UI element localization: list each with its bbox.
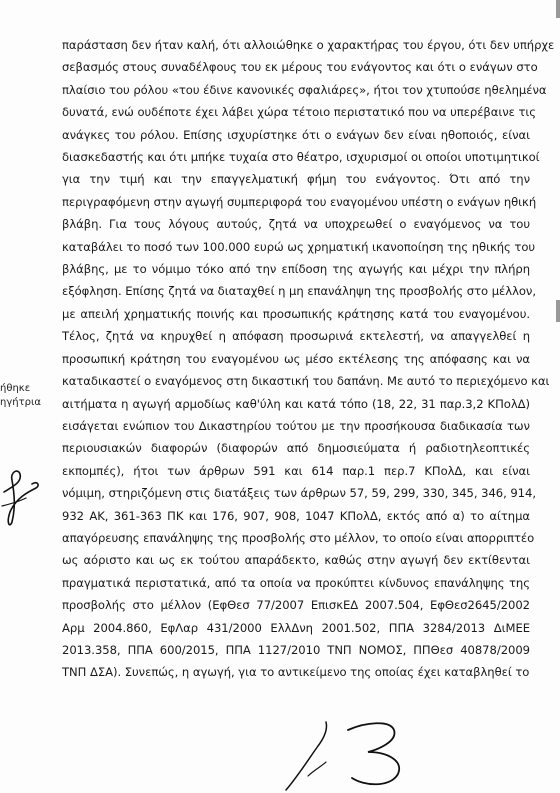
- body-line: Αρμ 2004.860, ΕφΛαρ 431/2000 ΕλλΔνη 2001.502, ΠΠΑ 3284/2013 ΔιΜΕΕ: [62, 620, 530, 635]
- body-line: ανάγκες του ρόλου. Επίσης ισχυρίστηκε ότι ο ενάγων δεν είναι ηθοποιός, είναι: [62, 127, 530, 142]
- scan-edge-mark: [556, 300, 560, 322]
- bottom-signature-mark: [278, 716, 428, 793]
- body-line: καταβάλει το ποσό των 100.000 ευρώ ως χρηματική ικανοποίηση της ηθικής του: [62, 239, 536, 254]
- body-line: πλαίσιο του ρόλου «του έδινε κανονικές σφαλιάρες», ήτοι τον χτυπούσε ηθελημένα: [62, 82, 547, 97]
- body-line: εισάγεται ενώπιον του Δικαστηρίου τούτου με την προσήκουσα διαδικασία των: [62, 418, 530, 433]
- body-line: περιγραφόμενη στην αγωγή συμπεριφορά του εναγομένου υπέστη ο ενάγων ηθική: [62, 194, 537, 209]
- body-line: ως αόριστο και ως εκ τούτου απαράδεκτο, καθώς στην αγωγή δεν εκτίθενται: [62, 553, 530, 568]
- body-line: σεβασμός στους συναδέλφους του εκ μέρους του ενάγοντος και ότι ο ενάγων στο: [62, 60, 538, 75]
- body-line: πραγματικά περιστατικά, από τα οποία να προκύπτει κίνδυνος επανάληψης της: [62, 575, 530, 590]
- body-line: εκπομπές), ήτοι των άρθρων 591 και 614 παρ.1 περ.7 ΚΠολΔ, και είναι: [62, 463, 530, 478]
- margin-note: ηγήτρια: [0, 397, 41, 408]
- document-body: [62, 34, 555, 684]
- body-line: καταδικαστεί ο εναγόμενος στη δικαστική του δαπάνη. Με αυτό το περιεχόμενο και: [62, 374, 550, 389]
- body-line: περιουσιακών διαφορών (διαφορών από δημοσιεύματα ή ραδιοτηλεοπτικές: [62, 441, 530, 456]
- body-line: 932 ΑΚ, 361-363 ΠΚ και 176, 907, 908, 1047 ΚΠολΔ, εκτός από α) το αίτημα: [62, 508, 530, 523]
- body-line: βλάβης, με το νόμιμο τόκο από την επίδοση της αγωγής και μέχρι την πλήρη: [62, 262, 530, 277]
- body-line: απαγόρευσης επανάληψης της προσβολής στο μέλλον, το οποίο είναι απορριπτέο: [62, 530, 535, 545]
- body-line: προσωπική κράτηση του εναγομένου ως μέσο εκτέλεσης της απόφασης και να: [62, 351, 530, 366]
- margin-note: ήθηκε: [0, 383, 31, 394]
- body-line: εξόφληση. Επίσης ζητά να διαταχθεί η μη επανάληψη της προσβολής στο μέλλον,: [62, 284, 536, 299]
- body-line: βλάβη. Για τους λόγους αυτούς, ζητά να υποχρεωθεί ο εναγόμενος να του: [62, 217, 530, 232]
- body-line: προσβολής στο μέλλον (ΕφΘεσ 77/2007 ΕπισκΕΔ 2007.504, ΕφΘεσ2645/2002: [62, 598, 530, 613]
- body-line: με απειλή χρηματικής ποινής και προσωπικής κράτησης κατά του εναγομένου.: [62, 306, 530, 321]
- body-line: αιτήματα η αγωγή αρμοδίως καθ'ύλη και κατά τόπο (18, 22, 31 παρ.3,2 ΚΠολΔ): [62, 396, 530, 411]
- body-line: δυνατά, ενώ ουδέποτε έχει λάβει χώρα τέτοιο περιστατικό που να υπερέβαινε τις: [62, 105, 537, 120]
- body-line: νόμιμη, στηριζόμενη στις διατάξεις των άρθρων 57, 59, 299, 330, 345, 346, 914,: [62, 486, 536, 501]
- body-line: παράσταση δεν ήταν καλή, ότι αλλοιώθηκε ο χαρακτήρας του έργου, ότι δεν υπήρχε: [62, 38, 555, 52]
- body-line: 2013.358, ΠΠΑ 600/2015, ΠΠΑ 1127/2010 ΤΝΠ ΝΟΜΟΣ, ΠΠΘεσ 40878/2009: [62, 642, 530, 657]
- scan-edge-mark: [556, 0, 560, 18]
- body-line: ΤΝΠ ΔΣΑ). Συνεπώς, η αγωγή, για το αντικείμενο της οποίας έχει καταβληθεί το: [62, 665, 530, 680]
- body-line: διασκεδαστής και ότι μπήκε τυχαία στο θέατρο, ισχυρισμοί οι οποίοι υποτιμητικοί: [62, 150, 540, 165]
- body-line: Τέλος, ζητά να κηρυχθεί η απόφαση προσωρινά εκτελεστή, να απαγγελθεί η: [62, 329, 530, 344]
- margin-signature-mark: [0, 462, 44, 532]
- body-line: για την τιμή και την επαγγελματική φήμη του ενάγοντος. Ότι από την: [62, 172, 530, 187]
